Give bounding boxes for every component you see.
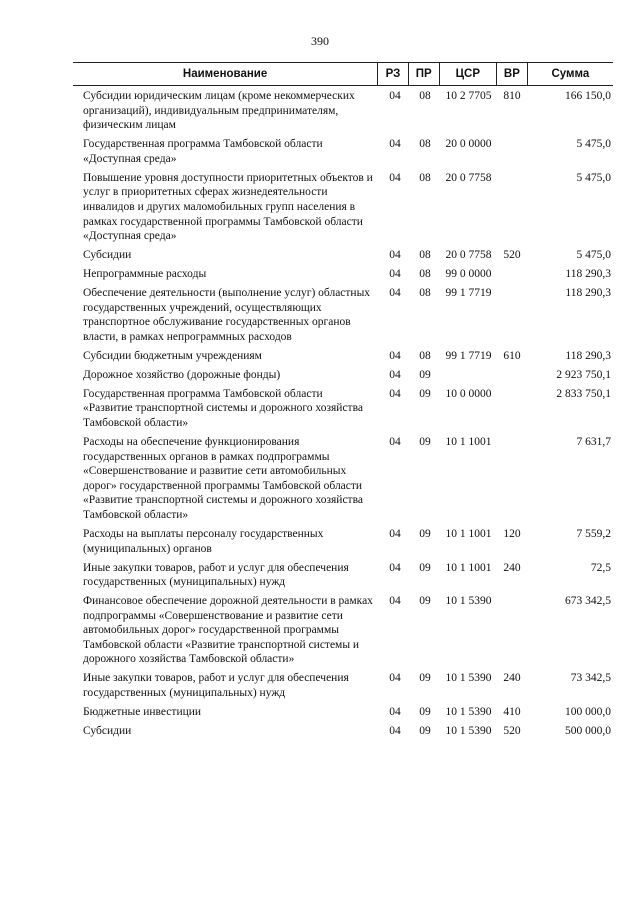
cell-pr: 09 — [419, 435, 431, 448]
header-sum: Сумма — [527, 63, 613, 85]
cell-rz: 04 — [389, 138, 401, 151]
cell-vr: 410 — [503, 706, 521, 719]
cell-vr: 520 — [503, 725, 521, 738]
cell-rz: 04 — [389, 171, 401, 184]
cell-pr: 09 — [419, 368, 431, 381]
cell-name: Непрограммные расходы — [83, 268, 207, 281]
cell-vr — [497, 171, 527, 244]
cell-csr: 10 2 7705 — [445, 90, 492, 102]
cell-rz: 04 — [389, 595, 401, 608]
table-row — [73, 594, 613, 667]
table-row — [73, 671, 613, 700]
cell-pr: 09 — [419, 561, 431, 574]
cell-rz: 04 — [389, 435, 401, 448]
cell-csr: 10 1 1001 — [445, 527, 492, 540]
cell-rz: 04 — [389, 387, 401, 400]
table-row — [73, 724, 613, 739]
cell-name: Государственная программа Тамбовской области «Доступная среда» — [83, 138, 323, 165]
cell-sum: 166 150,0 — [565, 90, 611, 102]
cell-sum: 500 000,0 — [565, 725, 611, 738]
cell-rz: 04 — [389, 287, 401, 300]
header-name: Наименование — [182, 68, 268, 80]
header-pr: ПР — [408, 63, 439, 85]
cell-sum: 7 631,7 — [576, 435, 611, 448]
cell-pr: 09 — [419, 706, 431, 719]
cell-name: Субсидии бюджетным учреждениям — [83, 349, 262, 362]
cell-sum: 73 342,5 — [570, 672, 611, 685]
budget-table — [73, 62, 613, 743]
cell-name: Иные закупки товаров, работ и услуг для обеспечения государственных (муниципальных) нужд — [83, 561, 349, 589]
cell-vr: 520 — [503, 249, 521, 262]
table-row — [73, 89, 613, 133]
cell-csr: 10 0 0000 — [445, 387, 492, 400]
table-row — [73, 137, 613, 166]
cell-pr: 09 — [419, 672, 431, 685]
cell-csr: 10 1 5390 — [445, 595, 492, 608]
cell-sum: 5 475,0 — [576, 249, 611, 262]
cell-rz: 04 — [389, 706, 401, 719]
cell-csr: 20 0 7758 — [445, 249, 492, 262]
cell-name: Расходы на обеспечение функционирования государственных органов в рамках подпрограммы «Совершенствование и развитие сети автомобильных дорог» государственной программы Тамбовской области «Развитие транспортной системы и дорожного хозяйства Тамбовской области» — [83, 435, 363, 521]
cell-vr — [497, 368, 527, 383]
cell-rz: 04 — [389, 249, 401, 262]
cell-name: Субсидии — [83, 725, 132, 738]
cell-sum: 673 342,5 — [565, 595, 611, 608]
cell-pr: 09 — [419, 595, 431, 608]
cell-name: Субсидии — [83, 249, 132, 262]
cell-name: Финансовое обеспечение дорожной деятельности в рамках подпрограммы «Совершенствование и развитие сети автомобильных дорог» государственной программы Тамбовской области «Развитие транспортной системы и дорожного хозяйства Тамбовской области» — [83, 595, 373, 666]
page-number: 390 — [311, 34, 329, 48]
cell-vr: 810 — [503, 90, 521, 102]
cell-name: Бюджетные инвестиции — [83, 706, 202, 719]
cell-pr: 08 — [419, 349, 431, 362]
cell-vr — [497, 267, 527, 282]
cell-rz: 04 — [389, 561, 401, 574]
cell-sum: 5 475,0 — [576, 138, 611, 151]
cell-pr: 08 — [419, 138, 431, 151]
table-row — [73, 527, 613, 556]
cell-sum: 118 290,3 — [565, 268, 611, 281]
cell-sum: 100 000,0 — [565, 706, 611, 719]
header-vr: ВР — [496, 63, 527, 85]
cell-name: Дорожное хозяйство (дорожные фонды) — [83, 368, 281, 381]
cell-csr: 20 0 0000 — [445, 138, 492, 151]
header-rz: РЗ — [377, 63, 408, 85]
cell-csr: 20 0 7758 — [445, 171, 492, 184]
cell-name: Обеспечение деятельности (выполнение услуг) областных государственных учреждений, осуществляющих транспортное обслуживание государственных органов власти, в рамках непрограммных расходов — [83, 287, 371, 343]
cell-pr: 08 — [419, 90, 431, 102]
cell-name: Повышение уровня доступности приоритетных объектов и услуг в приоритетных сферах жизнедеятельности инвалидов и других маломобильных групп населения в рамках государственной программы Тамбовской области «Доступная среда» — [83, 171, 373, 243]
table-row — [73, 561, 613, 590]
cell-sum: 118 290,3 — [565, 349, 611, 362]
cell-csr: 10 1 5390 — [445, 725, 492, 738]
cell-csr — [440, 368, 497, 383]
cell-csr: 10 1 1001 — [445, 561, 492, 574]
cell-pr: 09 — [419, 527, 431, 540]
cell-vr — [497, 387, 527, 431]
cell-pr: 09 — [419, 725, 431, 738]
table-body — [73, 86, 613, 739]
cell-csr: 99 0 0000 — [445, 268, 492, 281]
cell-vr: 240 — [503, 672, 521, 685]
cell-pr: 09 — [419, 387, 431, 400]
cell-rz: 04 — [389, 725, 401, 738]
cell-rz: 04 — [389, 90, 401, 102]
cell-name: Расходы на выплаты персоналу государственных (муниципальных) органов — [83, 527, 324, 555]
cell-vr — [497, 435, 527, 523]
table-row — [73, 267, 613, 282]
cell-name: Иные закупки товаров, работ и услуг для обеспечения государственных (муниципальных) нужд — [83, 672, 349, 700]
cell-vr: 610 — [503, 349, 521, 362]
table-row — [73, 435, 613, 523]
cell-sum: 7 559,2 — [576, 527, 611, 540]
cell-pr: 08 — [419, 249, 431, 262]
cell-rz: 04 — [389, 268, 401, 281]
cell-rz: 04 — [389, 349, 401, 362]
cell-csr: 10 1 1001 — [445, 435, 492, 448]
cell-rz: 04 — [389, 527, 401, 540]
cell-rz: 04 — [389, 368, 401, 381]
table-row — [73, 171, 613, 244]
cell-vr — [497, 594, 527, 667]
cell-sum: 5 475,0 — [576, 171, 611, 184]
cell-csr: 99 1 7719 — [445, 287, 492, 300]
cell-csr: 10 1 5390 — [445, 672, 492, 685]
table-row — [73, 248, 613, 263]
table-row — [73, 349, 613, 364]
cell-vr — [497, 137, 527, 166]
cell-name: Государственная программа Тамбовской области «Развитие транспортной системы и дорожного хозяйства Тамбовской области» — [83, 387, 363, 429]
cell-pr: 08 — [419, 287, 431, 300]
table-row — [73, 368, 613, 383]
cell-sum: 72,5 — [590, 561, 611, 574]
cell-vr: 120 — [503, 527, 521, 540]
cell-vr — [497, 286, 527, 344]
cell-csr: 10 1 5390 — [445, 706, 492, 719]
header-csr: ЦСР — [439, 63, 496, 85]
cell-rz: 04 — [389, 672, 401, 685]
cell-sum: 2 923 750,1 — [556, 368, 611, 381]
table-row — [73, 286, 613, 344]
cell-name: Субсидии юридическим лицам (кроме некоммерческих организаций), индивидуальным предпринимателям, физическим лицам — [83, 90, 355, 132]
cell-pr: 08 — [419, 171, 431, 184]
cell-pr: 08 — [419, 268, 431, 281]
table-row — [73, 705, 613, 720]
cell-sum: 118 290,3 — [565, 287, 611, 300]
cell-vr: 240 — [503, 561, 521, 574]
table-row — [73, 387, 613, 431]
table-header — [73, 62, 613, 86]
cell-csr: 99 1 7719 — [445, 349, 492, 362]
cell-sum: 2 833 750,1 — [556, 387, 611, 400]
